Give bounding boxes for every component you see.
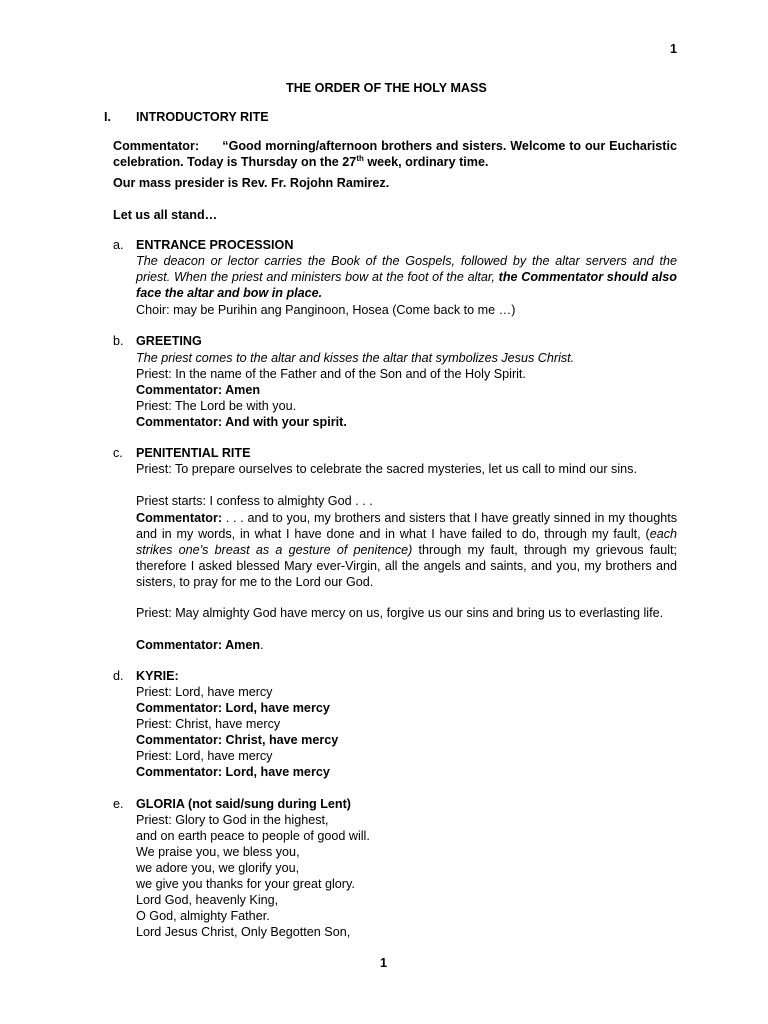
item-letter-d: d.: [113, 669, 124, 683]
entrance-procession-rubric: The deacon or lector carries the Book of the Gospels, followed by the altar servers and the priest. When the priest and ministers bow at the foot of the altar, the Commentator should also face the altar and bow in place.: [136, 254, 677, 300]
page-number-top: 1: [670, 42, 678, 56]
gloria-line: O God, almighty Father.: [136, 909, 270, 923]
absolution-paragraph: Priest: May almighty God have mercy on us, forgive us our sins and bring us to everlasting life.: [136, 606, 664, 620]
penitential-priest-starts: Priest starts: I confess to almighty God . . .: [136, 494, 373, 508]
greeting-line: Commentator: And with your spirit.: [136, 415, 347, 429]
gloria-line: Lord God, heavenly King,: [136, 893, 279, 907]
greeting-line: Commentator: Amen: [136, 383, 261, 397]
penitential-rite-heading: PENITENTIAL RITE: [136, 446, 251, 460]
gloria-line: Priest: Glory to God in the highest,: [136, 813, 329, 827]
section-title: INTRODUCTORY RITE: [136, 110, 269, 124]
intro-presider-line: Our mass presider is Rev. Fr. Rojohn Ramirez.: [113, 176, 390, 190]
kyrie-line: Commentator: Lord, have mercy: [136, 765, 330, 779]
entrance-choir-line: Choir: may be Purihin ang Panginoon, Hosea (Come back to me …): [136, 303, 516, 317]
page-number-bottom: 1: [380, 956, 388, 970]
intro-stand-line: Let us all stand…: [113, 208, 218, 222]
item-letter-c: c.: [113, 446, 123, 460]
penitential-priest-invitation: Priest: To prepare ourselves to celebrate the sacred mysteries, let us call to mind our sins.: [136, 462, 637, 476]
confiteor-paragraph: Commentator: . . . and to you, my brothers and sisters that I have greatly sinned in my thoughts and in my words, in what I have done and in what I have failed to do, through my fault, (each strikes one’s breast as a gesture of penitence) through my fault, through my grievous fault; therefore I asked blessed Mary ever-Virgin, all the angels and saints, and you, my brothers and sisters, to pray for me to the Lord our God.: [136, 511, 677, 589]
intro-paragraph: Commentator: “Good morning/afternoon brothers and sisters. Welcome to our Eucharistic celebration. Today is Thursday on the 27th week, ordinary time.: [113, 139, 678, 169]
kyrie-line: Priest: Lord, have mercy: [136, 749, 273, 763]
gloria-line: We praise you, we bless you,: [136, 845, 300, 859]
commentator-label: Commentator:: [113, 139, 200, 153]
greeting-heading: GREETING: [136, 334, 202, 348]
gloria-line: and on earth peace to people of good will.: [136, 829, 370, 843]
gloria-line: we adore you, we glorify you,: [136, 861, 300, 875]
gloria-line: Lord Jesus Christ, Only Begotten Son,: [136, 925, 351, 939]
kyrie-heading: KYRIE:: [136, 669, 179, 683]
penitential-amen-line: Commentator: Amen.: [136, 638, 264, 652]
kyrie-line: Commentator: Christ, have mercy: [136, 733, 339, 747]
gloria-line: we give you thanks for your great glory.: [136, 877, 355, 891]
kyrie-line: Commentator: Lord, have mercy: [136, 701, 330, 715]
section-number: I.: [104, 110, 111, 124]
kyrie-line: Priest: Lord, have mercy: [136, 685, 273, 699]
gloria-heading: GLORIA (not said/sung during Lent): [136, 797, 352, 811]
item-letter-e: e.: [113, 797, 124, 811]
greeting-line: Priest: The Lord be with you.: [136, 399, 297, 413]
item-letter-b: b.: [113, 334, 124, 348]
kyrie-line: Priest: Christ, have mercy: [136, 717, 281, 731]
greeting-line: The priest comes to the altar and kisses the altar that symbolizes Jesus Christ.: [136, 351, 575, 365]
entrance-procession-heading: ENTRANCE PROCESSION: [136, 238, 294, 252]
greeting-line: Priest: In the name of the Father and of the Son and of the Holy Spirit.: [136, 367, 526, 381]
item-letter-a: a.: [113, 238, 124, 252]
document-title: THE ORDER OF THE HOLY MASS: [286, 81, 487, 95]
